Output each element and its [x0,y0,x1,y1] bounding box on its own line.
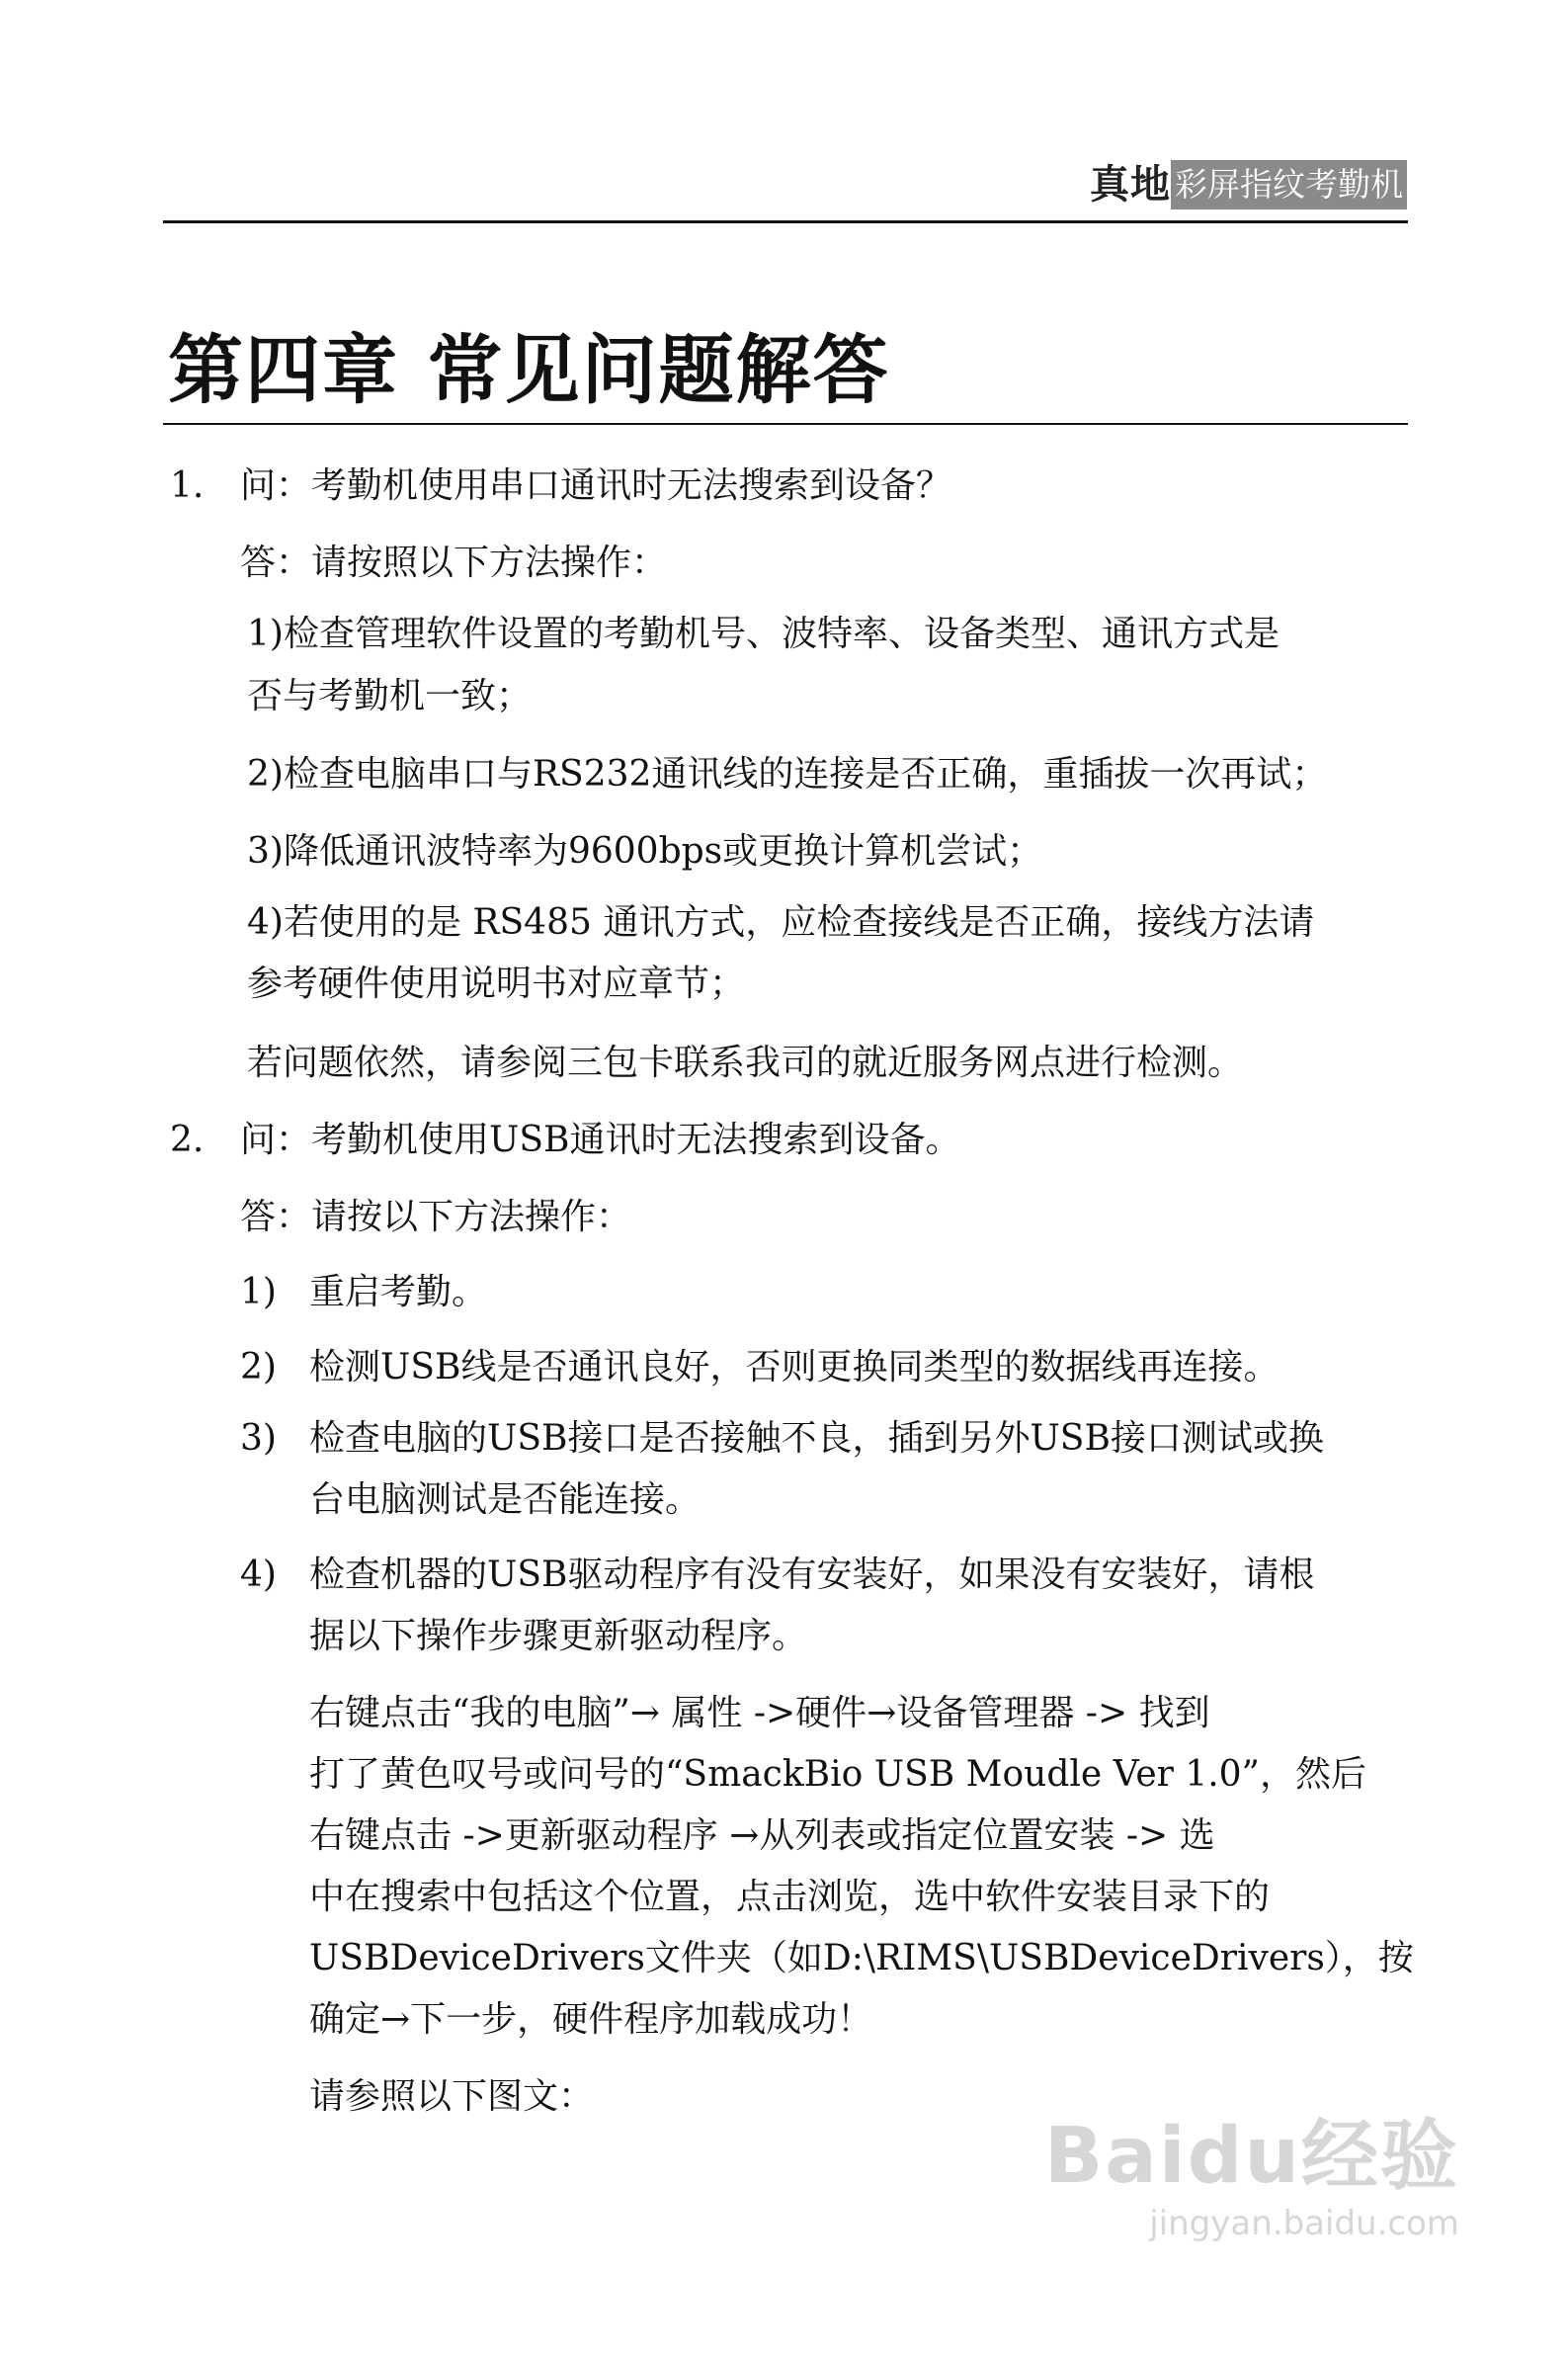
watermark-url: jingyan.baidu.com [1149,2204,1459,2243]
faq2-step3-line1: 检查电脑的USB接口是否接触不良，插到另外USB接口测试或换 [309,1418,1324,1459]
faq1-step4-line1: 4)若使用的是 RS485 通讯方式，应检查接线是否正确，接线方法请 [247,902,1315,943]
faq2-step3-line2: 台电脑测试是否能连接。 [309,1479,701,1520]
header-brand [1090,160,1407,210]
faq2-see-figure: 请参照以下图文： [309,2076,595,2117]
faq1-step1-line2: 否与考勤机一致； [247,676,533,716]
faq1-answer-intro: 答：请按照以下方法操作： [240,543,668,583]
faq2-detail-line5: USBDeviceDrivers文件夹（如D:\RIMS\USBDeviceDrivers），按 [309,1938,1414,1978]
faq2-step1: 重启考勤。 [309,1272,488,1312]
faq2-step2: 检测USB线是否通讯良好，否则更换同类型的数据线再连接。 [309,1347,1279,1387]
faq2-number: 2. [170,1120,205,1160]
faq2-step4-number: 4) [240,1555,277,1595]
faq2-answer-intro: 答：请按以下方法操作： [240,1197,632,1237]
chapter-title: 第四章 常见问题解答 [168,326,890,414]
faq2-step4-line2: 据以下操作步骤更新驱动程序。 [309,1616,808,1656]
faq1-step3: 3)降低通讯波特率为9600bps或更换计算机尝试； [247,831,1043,872]
faq2-detail-line3: 右键点击 ->更新驱动程序 →从列表或指定位置安装 -> 选 [309,1815,1215,1856]
faq1-closing: 若问题依然，请参阅三包卡联系我司的就近服务网点进行检测。 [247,1043,1244,1083]
faq1-step1-line1: 1)检查管理软件设置的考勤机号、波特率、设备类型、通讯方式是 [247,614,1279,654]
faq1-number: 1. [170,465,205,506]
faq2-detail-line2: 打了黄色叹号或问号的“SmackBio USB Moudle Ver 1.0”，然后 [309,1754,1366,1795]
faq2-step2-number: 2) [240,1347,277,1387]
faq2-step4-line1: 检查机器的USB驱动程序有没有安装好，如果没有安装好，请根 [309,1555,1315,1595]
faq2-detail-line6: 确定→下一步，硬件程序加载成功！ [309,1999,873,2040]
product-name: 彩屏指纹考勤机 [1171,160,1407,210]
baidu-jingyan-watermark [1043,2112,1459,2243]
faq2-detail-line4: 中在搜索中包括这个位置，点击浏览，选中软件安装目录下的 [309,1877,1271,1917]
title-divider [163,423,1408,425]
faq1-step2: 2)检查电脑串口与RS232通讯线的连接是否正确，重插拔一次再试； [247,754,1328,795]
faq1-step4-line2: 参考硬件使用说明书对应章节； [247,964,746,1004]
watermark-brand: Baidu经验 [1043,2112,1459,2201]
header-divider [163,220,1408,223]
faq2-step1-number: 1) [240,1272,277,1312]
faq2-question: 问：考勤机使用USB通讯时无法搜索到设备。 [240,1120,961,1160]
faq2-detail-line1: 右键点击“我的电脑”→ 属性 ->硬件→设备管理器 -> 找到 [309,1693,1210,1733]
faq2-step3-number: 3) [240,1418,277,1459]
faq1-question: 问：考勤机使用串口通讯时无法搜索到设备？ [240,465,952,506]
brand-logo: 真地 [1090,162,1171,208]
